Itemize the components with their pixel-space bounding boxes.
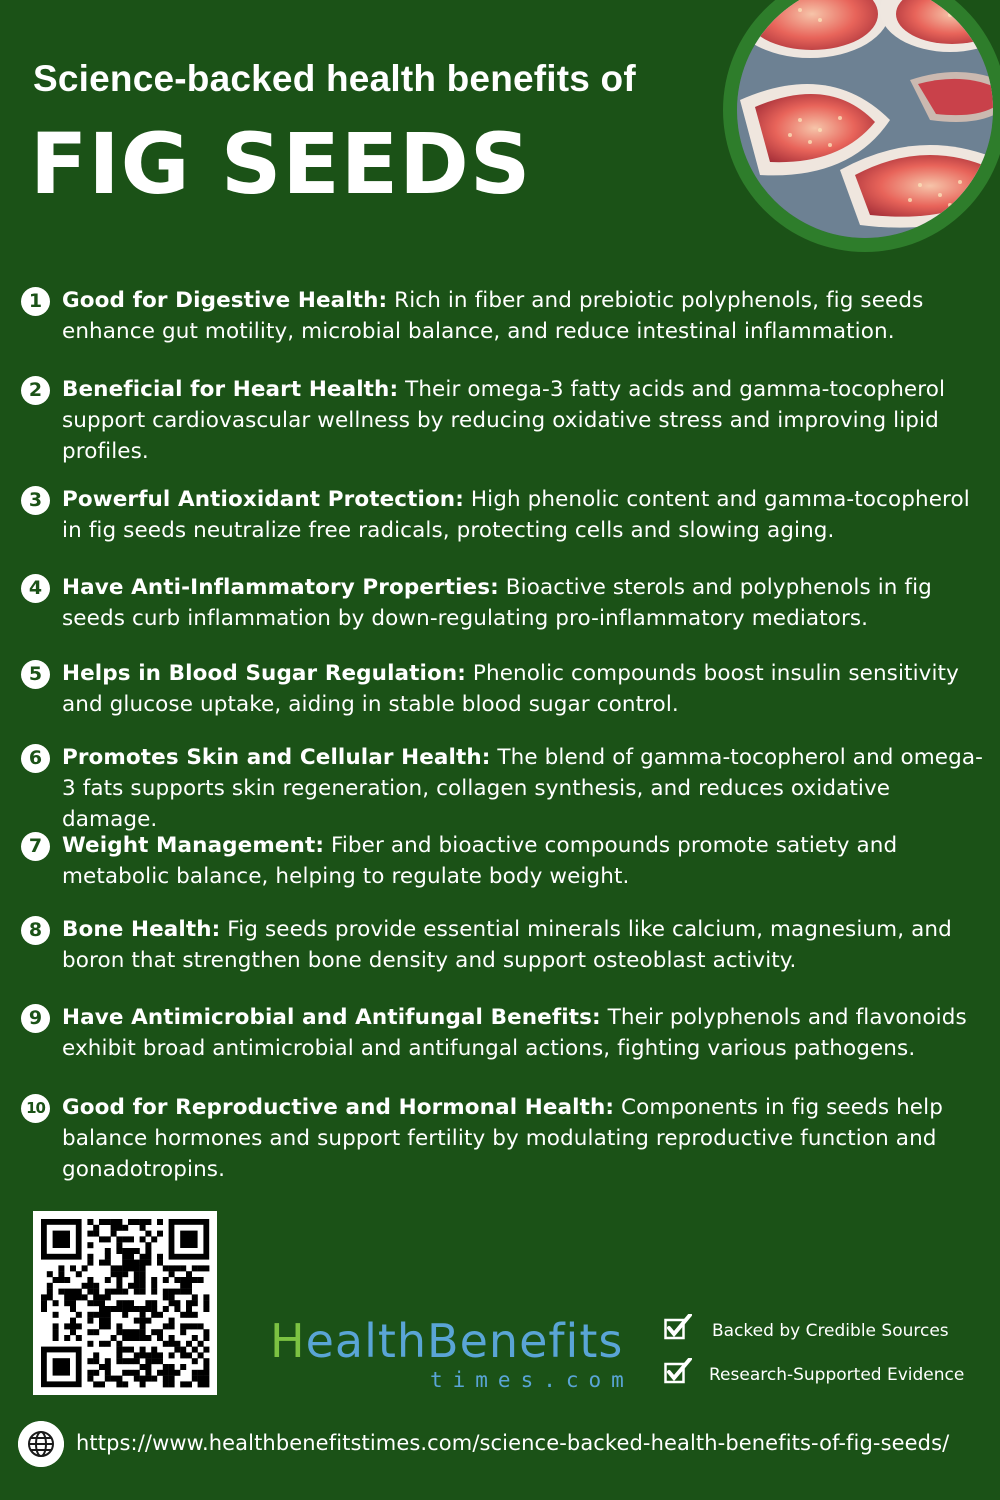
benefit-heading: Helps in Blood Sugar Regulation: — [62, 661, 466, 686]
benefit-heading: Good for Digestive Health: — [62, 288, 388, 313]
benefit-heading: Promotes Skin and Cellular Health: — [62, 745, 491, 770]
number-badge: 2 — [21, 376, 50, 405]
benefit-heading: Have Anti-Inflammatory Properties: — [62, 575, 499, 600]
benefit-heading: Beneficial for Heart Health: — [62, 377, 399, 402]
page-title: FIG SEEDS — [30, 115, 532, 213]
subtitle: Science-backed health benefits of — [33, 58, 636, 99]
logo-wordmark: HealthBenefits — [270, 1314, 624, 1368]
benefit-heading: Have Antimicrobial and Antifungal Benefits: — [62, 1005, 601, 1030]
globe-icon — [18, 1421, 64, 1467]
benefit-heading: Bone Health: — [62, 917, 221, 942]
logo-tagline: times.com — [430, 1368, 634, 1392]
check-icon — [664, 1358, 692, 1384]
benefit-body: Rich in fiber and prebiotic polyphenols, fig seeds enhance gut motility, microbial balance, and reduce intestinal inflammation. — [62, 288, 924, 344]
number-badge: 10 — [21, 1094, 50, 1123]
health-benefits-times-logo — [270, 1314, 634, 1398]
number-badge: 8 — [21, 916, 50, 945]
benefit-body: Their omega-3 fatty acids and gamma-tocopherol support cardiovascular wellness by reducing oxidative stress and improving lipid profiles. — [62, 377, 946, 464]
number-badge: 4 — [21, 574, 50, 603]
check-icon — [664, 1314, 692, 1340]
article-url-link[interactable]: https://www.healthbenefitstimes.com/science-backed-health-benefits-of-fig-seeds/ — [76, 1431, 950, 1455]
badge-credible-sources: Backed by Credible Sources — [712, 1321, 949, 1341]
benefit-body: Fiber and bioactive compounds promote satiety and metabolic balance, helping to regulate body weight. — [62, 833, 898, 889]
number-badge: 3 — [21, 486, 50, 515]
benefit-heading: Good for Reproductive and Hormonal Health: — [62, 1095, 615, 1120]
benefit-heading: Powerful Antioxidant Protection: — [62, 487, 464, 512]
benefit-body: High phenolic content and gamma-tocopherol in fig seeds neutralize free radicals, protecting cells and slowing aging. — [62, 487, 970, 543]
benefit-body: Bioactive sterols and polyphenols in fig seeds curb inflammation by down-regulating pro-inflammatory mediators. — [62, 575, 932, 631]
number-badge: 5 — [21, 660, 50, 689]
number-badge: 7 — [21, 832, 50, 861]
benefit-body: Fig seeds provide essential minerals like calcium, magnesium, and boron that strengthen bone density and support osteoblast activity. — [62, 917, 952, 973]
number-badge: 9 — [21, 1004, 50, 1033]
benefit-body: Components in fig seeds help balance hormones and support fertility by modulating reproductive function and gonadotropins. — [62, 1095, 943, 1182]
badge-research-evidence: Research-Supported Evidence — [709, 1365, 965, 1385]
benefit-body: Their polyphenols and flavonoids exhibit broad antimicrobial and antifungal actions, fighting various pathogens. — [62, 1005, 967, 1061]
benefit-heading: Weight Management: — [62, 833, 325, 858]
number-badge: 1 — [21, 287, 50, 316]
qr-code[interactable] — [33, 1211, 217, 1395]
benefit-body: Phenolic compounds boost insulin sensitivity and glucose uptake, aiding in stable blood sugar control. — [62, 661, 959, 717]
number-badge: 6 — [21, 744, 50, 773]
fig-photo — [700, 0, 1000, 280]
benefit-body: The blend of gamma-tocopherol and omega-3 fats supports skin regeneration, collagen synthesis, and reduces oxidative damage. — [62, 745, 983, 832]
